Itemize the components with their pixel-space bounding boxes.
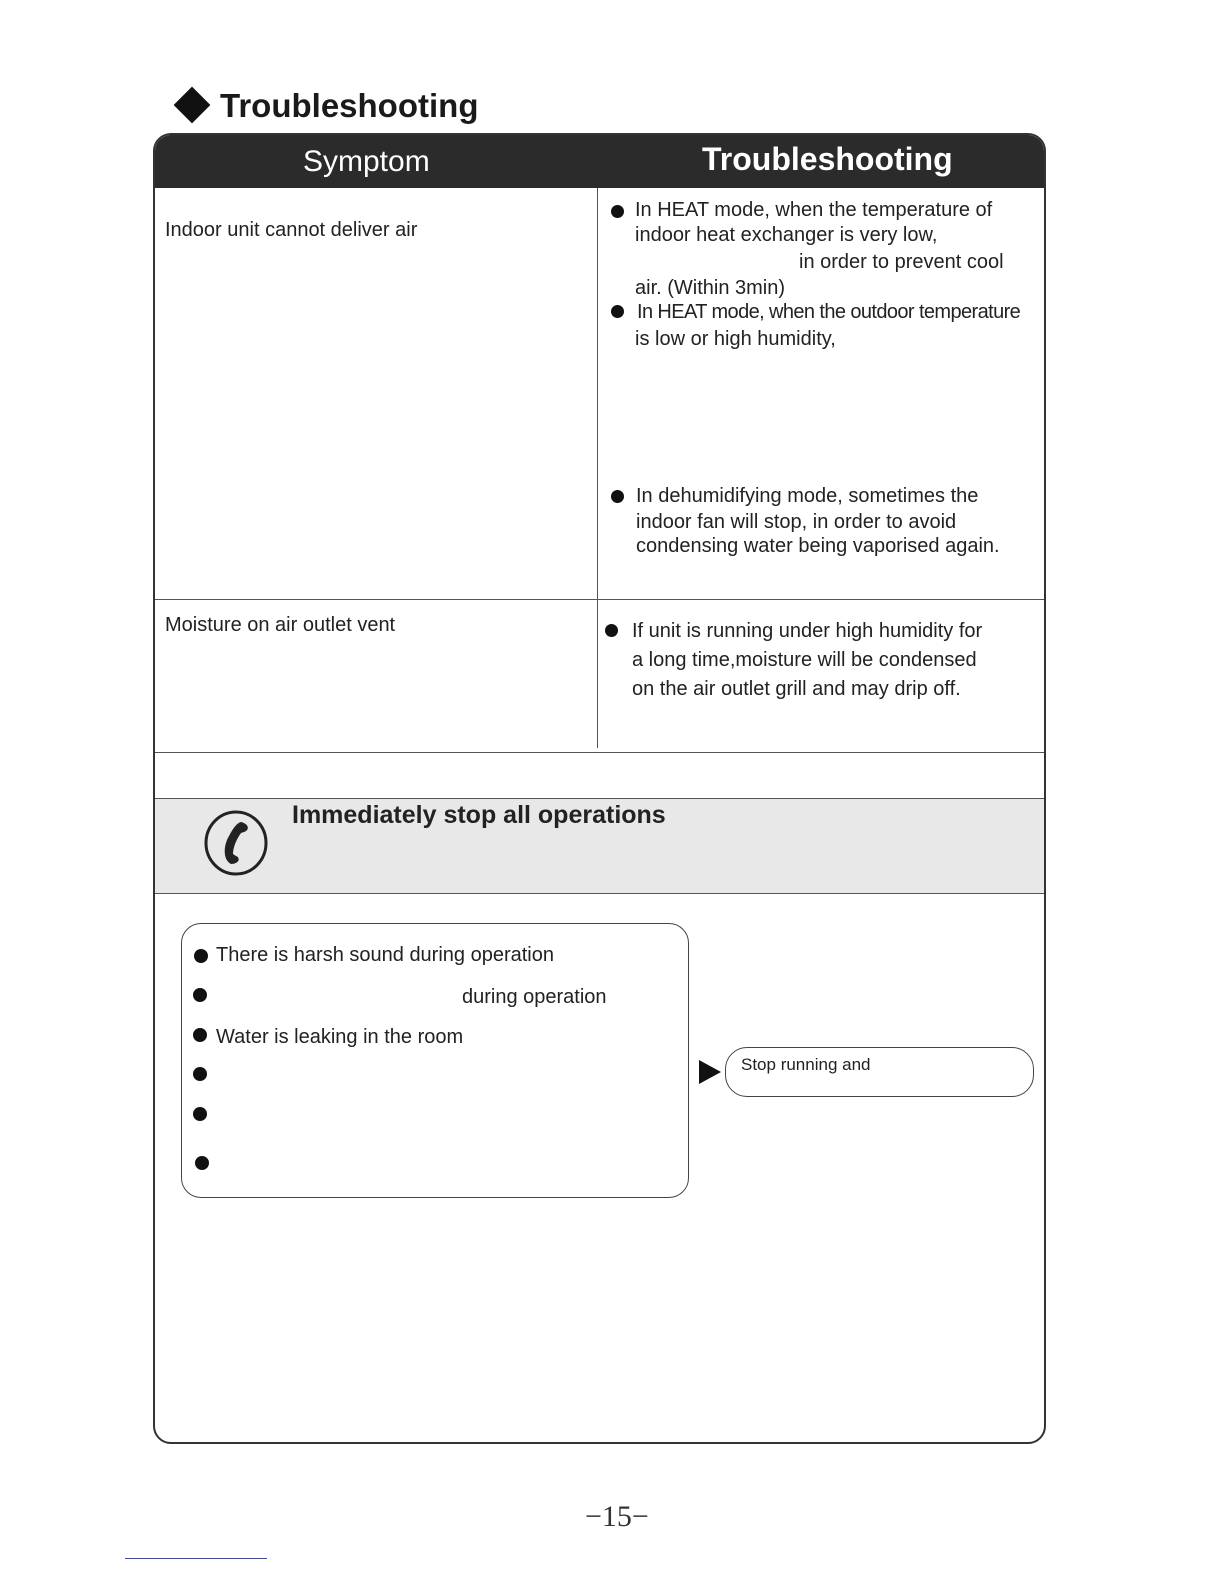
row-divider bbox=[155, 752, 1044, 753]
stop-operations-banner bbox=[155, 798, 1044, 894]
note-line: In dehumidifying mode, sometimes the bbox=[636, 485, 979, 507]
note-line: air. (Within 3min) bbox=[635, 277, 786, 299]
note-line: is low or high humidity, bbox=[635, 328, 836, 350]
action-box bbox=[725, 1047, 1034, 1097]
bullet-icon bbox=[193, 1107, 207, 1121]
divider bbox=[125, 1558, 267, 1559]
header-symptom: Symptom bbox=[303, 145, 430, 178]
bullet-icon bbox=[194, 949, 208, 963]
stop-title: Immediately stop all operations bbox=[292, 801, 666, 829]
note-line: condensing water being vaporised again. bbox=[636, 535, 1000, 557]
column-divider bbox=[597, 188, 598, 748]
bullet-icon bbox=[193, 1028, 207, 1042]
arrow-right-icon bbox=[699, 1060, 721, 1084]
symptom-cell: Moisture on air outlet vent bbox=[165, 614, 396, 636]
note-line: indoor fan will stop, in order to avoid bbox=[636, 511, 957, 533]
note-line: In HEAT mode, when the outdoor temperature bbox=[637, 301, 1021, 323]
bullet-icon bbox=[605, 624, 618, 637]
bullet-icon bbox=[193, 988, 207, 1002]
bullet-icon bbox=[611, 490, 624, 503]
phone-icon bbox=[203, 810, 269, 876]
bullet-icon bbox=[195, 1156, 209, 1170]
bullet-icon bbox=[193, 1067, 207, 1081]
diamond-icon bbox=[174, 87, 211, 124]
note-line: In HEAT mode, when the temperature of bbox=[635, 199, 993, 221]
conditions-box bbox=[181, 923, 689, 1198]
row-divider bbox=[155, 599, 1044, 600]
note-line: indoor heat exchanger is very low, bbox=[635, 224, 938, 246]
header-troubleshooting: Troubleshooting bbox=[702, 141, 953, 177]
table-header bbox=[155, 135, 1044, 188]
bullet-icon bbox=[611, 205, 624, 218]
condition-item: Water is leaking in the room bbox=[216, 1026, 464, 1048]
page-title: Troubleshooting bbox=[220, 87, 479, 124]
note-line: on the air outlet grill and may drip off. bbox=[632, 678, 961, 700]
note-line: a long time,moisture will be condensed bbox=[632, 649, 977, 671]
troubleshooting-table bbox=[153, 133, 1046, 1444]
note-line: in order to prevent cool bbox=[799, 251, 1004, 273]
symptom-cell: Indoor unit cannot deliver air bbox=[165, 219, 418, 241]
note-line: If unit is running under high humidity for bbox=[632, 620, 983, 642]
condition-item: There is harsh sound during operation bbox=[216, 944, 554, 966]
page-number: −15− bbox=[585, 1500, 649, 1533]
condition-item: during operation bbox=[462, 986, 607, 1008]
bullet-icon bbox=[611, 305, 624, 318]
action-text: Stop running and bbox=[741, 1055, 871, 1074]
